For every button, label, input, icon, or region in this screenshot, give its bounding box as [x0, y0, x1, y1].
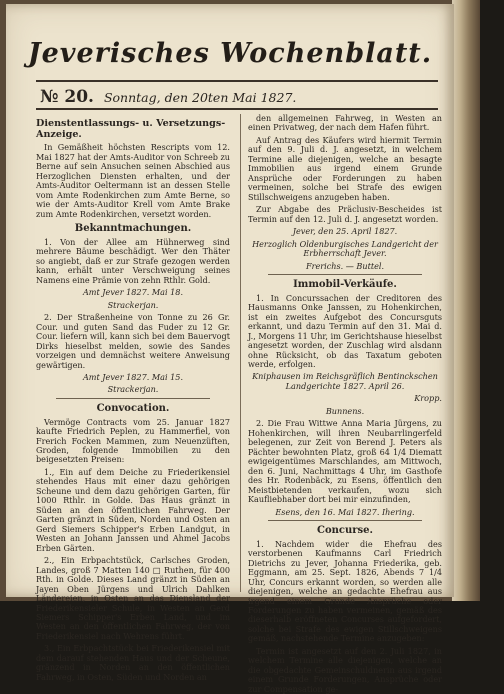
signature-line: Herzoglich Oldenburgisches Landgericht der Erbherrschaft Jever.	[252, 238, 438, 259]
section-rule	[268, 520, 422, 521]
article-paragraph: Termin ist angesetzt auf den 2. Juli 1827, in welchem Termine alle diejenigen, welche an die obgedachte Gemeinschuldnerin aus irgend einem Grunde Forderungen, Ansprüche oder zur Compensation ge-	[248, 645, 442, 694]
newspaper-page	[6, 4, 454, 694]
signature-line: Strackerjan.	[107, 299, 159, 310]
book-spine	[452, 0, 480, 601]
article-paragraph: 1. In Concurssachen der Creditoren des Hausmanns Onke Janssen, zu Hohenkirchen, ist ein zweites Aufgebot des Concursguts erkannt, und dazu Termin auf den 31. Mai d. J., Morgens 11 Uhr, im Gerichtshause hieselbst angesetzt worden, der Zuschlag wird alsdann ohne Rücksicht, ob das Taxatum geboten werde, erfolgen.	[248, 292, 442, 369]
article-paragraph: In Gemäßheit höchsten Rescripts vom 12. Mai 1827 hat der Amts-Auditor von Schreeb zu Berne auf sein Ansuchen seinen Abschied aus Herzoglichen Diensten erhalten, und der Amts-Auditor Oeltermann ist an dessen Stelle vom Amte Rodenkirchen zum Amte Berne, so wie der Amts-Auditor Krell vom Amte Brake zum Amte Rodenkirchen, versetzt worden.	[36, 142, 230, 219]
issue-number: № 20.	[40, 87, 94, 107]
column-left	[36, 114, 230, 682]
signature-line: Strackerjan.	[107, 384, 159, 395]
article-paragraph: 2., Ein Erbpachtstück, Carlsches Groden, Landes, groß 7 Matten 140 □ Ruthen, für 400 Rth. in Golde. Dieses Land gränzt in Süden an Jayen Oben Jürgens und Ulrich Dahlken Ländereien, in Osten an das Diensland der Friederikensieler Schule, in Westen an Gerd Siemers Schipper's Erben Land, und im Westen an den öffentlichen Fahrweg, der von Friederikensiel nach Wehrens führt.	[36, 555, 230, 641]
section-rule	[268, 274, 422, 275]
section-heading: Bekanntmachungen.	[74, 223, 192, 235]
article-paragraph: 2. Die Frau Wittwe Anna Maria Jürgens, zu Hohenkirchen, will ihren Neubarrlingerfeld belegenen, zur Zeit von Berend J. Peters als Pächter bewohnten Platz, groß 64 1/4 Diematt ewigeigentümes Marschlandes, am Mittwoch, den 6. Juni, Nachmittags 4 Uhr, im Gasthofe des Hr. Rodenbäck, zu Esens, öffentlich den Meistbietenden verkaufen, wozu sich Kaufliebhaber dort bei mir einzufinden,	[248, 418, 442, 505]
signature-line: Jever, den 25. April 1827.	[292, 226, 398, 237]
section-rule	[56, 398, 210, 399]
article-paragraph: den allgemeinen Fahrweg, in Westen an einen Privatweg, der nach dem Hafen führt.	[248, 113, 442, 133]
article-paragraph: 2. Der Straßenheine von Tonne zu 26 Gr. Cour. und guten Sand das Fuder zu 12 Gr. Cour. liefern will, kann sich bei dem Bauervogt Dirks hieselbst melden, sowie des Sandes vorzeigen und demnächst weitere Anweisung gewärtigen.	[36, 312, 230, 370]
signature-line: Frerichs. — Buttel.	[305, 260, 385, 271]
section-heading: Immobil-Verkäufe.	[293, 279, 397, 291]
article-paragraph: Vermöge Contracts vom 25. Januar 1827 kaufte Friedrich Peplen, zu Hammerfiel, von Frerich Focken Mammen, zum Neuenzüften, Groden, folgende Immobilien zu den beigesetzten Preisen:	[36, 416, 230, 465]
article-paragraph: 3., Ein Erbpachtstück bei Friederikensiel mit dem darauf stehenden Haus und der Scheune, gränzend in Norden an den öffentlichen Fahrweg, in Osten, Süden und Norden an	[36, 643, 230, 682]
signature-line: Kniphausen im Reichsgräflich Bentinckschen Landgerichte 1827. April 26.	[252, 371, 438, 391]
column-right	[248, 113, 442, 694]
signature-line: Esens, den 16. Mai 1827. Ihering.	[275, 506, 415, 517]
issue-date: Sonntag, den 20ten Mai 1827.	[103, 90, 297, 105]
masthead-rule-bottom	[36, 108, 438, 110]
column-divider	[240, 114, 241, 592]
masthead-rule-top	[36, 80, 438, 82]
article-paragraph: Zur Abgabe des Präclusiv-Bescheides ist Termin auf den 12. Juli d. J. angesetzt worden.	[248, 204, 442, 224]
article-paragraph: 1. Von der Allee am Hühnerweg sind mehrere Bäume beschädigt. Wer den Thäter so angiebt, daß er zur Strafe gezogen werden kann, erhält unter Verschweigung seines Namens eine Prämie von zehn Rthlr. Gold.	[36, 236, 230, 285]
article-paragraph: 1. Nachdem wider die Ehefrau des verstorbenen Kaufmanns Carl Friedrich Dietrichs zu Jever, Johanna Friederika, geb. Eggmann, am 25. Sept. 1826, Abends 7 1/4 Uhr, Concurs erkannt worden, so werden alle diejenigen, welche an gedachte Ehefrau aus irgend einem Grunde Ansprüche oder Forderungen zu haben vermeinen, gemäß des dieserhalb eröffneten Concurses aufgefordert, solche bei Strafe des ewigen Stillschweigens gemäß, nachstehende Termine anzugeben:	[248, 538, 442, 644]
article-paragraph: Auf Antrag des Käufers wird hiermit Termin auf den 9. Juli d. J. angesetzt, in welchem Termine alle diejenigen, welche an besagte Immobilien aus irgend einem Grunde Ansprüche oder Forderungen zu haben vermeinen, solche bei Strafe des ewigen Stillschweigens anzugeben haben.	[248, 134, 442, 202]
signature-line: Bunnens.	[325, 405, 365, 416]
section-heading: Concurse.	[316, 525, 373, 537]
article-paragraph: 1., Ein auf dem Deiche zu Friederikensiel stehendes Haus mit einer dazu gehörigen Scheune und dem dazu gehörigen Garten, für 1000 Rthlr. in Golde. Das Haus gränzt in Süden an den öffentlichen Fahrweg. Der Garten gränzt in Süden, Norden und Osten an Gerd Siemers Schipper's Erben Landgut, in Westen an Johann Janssen und Ahmel Jacobs Erben Gärten.	[36, 466, 230, 553]
masthead-title: Jeverisches Wochenblatt.	[27, 38, 433, 69]
signature-line: Amt Jever 1827. Mai 18.	[82, 287, 184, 298]
section-heading: Dienstentlassungs- u. Versetzungs-Anzeige.	[36, 118, 226, 141]
issue-line	[40, 87, 442, 107]
section-heading: Convocation.	[96, 402, 170, 414]
signature-line: Amt Jever 1827. Mai 15.	[82, 371, 184, 382]
signature-line: Kropp.	[414, 393, 442, 404]
